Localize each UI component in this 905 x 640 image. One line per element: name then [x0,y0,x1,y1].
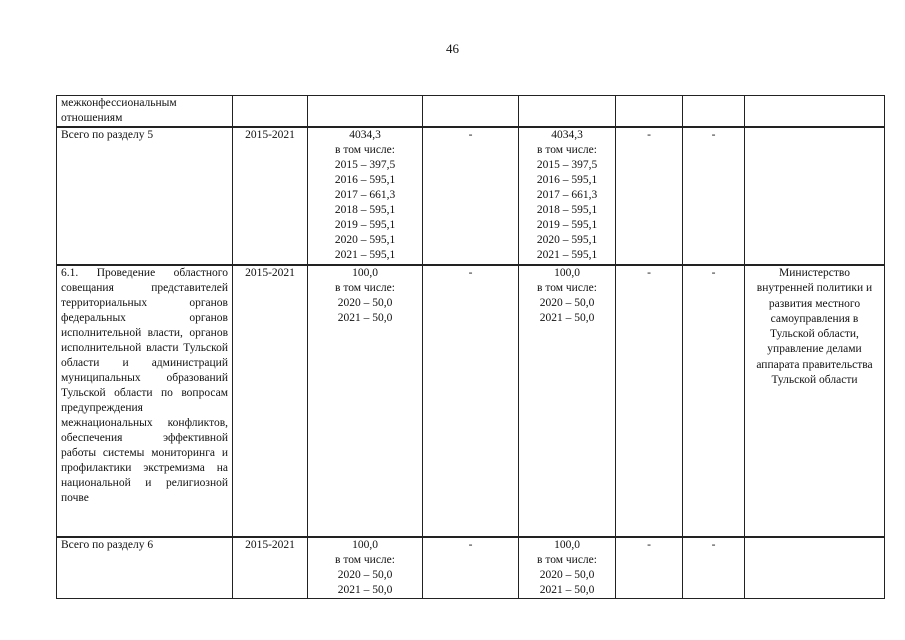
executor-line: управление делами [767,343,862,356]
amount-line: 2021 – 50,0 [337,312,393,324]
total-cell [308,265,423,537]
amount-line: 2016 – 595,1 [536,174,598,186]
amount-line: 2020 – 50,0 [539,297,595,309]
executor-line: Тульской области [771,374,858,387]
activity-name-cell: Всего по разделу 6 [57,537,233,599]
amount-line: 2021 – 50,0 [539,584,595,596]
amount-line: в том числе: [335,144,395,156]
federal-cell: - [423,537,519,599]
amount-line: 2018 – 595,1 [536,204,598,216]
total-cell [308,127,423,265]
amount-line: 2019 – 595,1 [334,219,396,231]
municipal-cell: - [616,265,683,537]
amount-line: 2016 – 595,1 [334,174,396,186]
amount-line: 2021 – 50,0 [337,584,393,596]
executor-line: развития местного [768,297,861,310]
regional-cell [519,127,616,265]
page-number: 46 [446,41,459,56]
extrabudget-cell [683,96,745,128]
amount-line: в том числе: [335,554,395,566]
amount-line: в том числе: [537,144,597,156]
extrabudget-cell: - [683,127,745,265]
activity-name-cell [57,96,233,128]
executor-cell [745,96,885,128]
executor-cell [745,127,885,265]
period-cell: 2015-2021 [233,265,308,537]
program-budget-table [56,95,885,599]
amount-line: 2021 – 595,1 [536,249,598,261]
period-cell [233,96,308,128]
executor-line: аппарата правительства [756,358,873,371]
executor-cell [745,265,885,537]
amount-line: 100,0 [352,539,378,551]
amount-line: в том числе: [335,282,395,294]
table-row-continuation [57,96,885,128]
amount-line: 100,0 [352,267,378,279]
amount-line: 2020 – 50,0 [337,569,393,581]
amount-line: 2020 – 595,1 [536,234,598,246]
municipal-cell: - [616,537,683,599]
table-row-total-section-5 [57,127,885,265]
extrabudget-cell: - [683,537,745,599]
amount-line: 2021 – 595,1 [334,249,396,261]
executor-line: Тульской области, [770,328,859,341]
regional-cell [519,537,616,599]
amount-line: 2020 – 595,1 [334,234,396,246]
amount-line: 2020 – 50,0 [539,569,595,581]
executor-cell [745,537,885,599]
regional-cell [519,96,616,128]
amount-line: 2021 – 50,0 [539,312,595,324]
period-cell: 2015-2021 [233,127,308,265]
amount-line: 2015 – 397,5 [536,159,598,171]
regional-cell [519,265,616,537]
table-row-total-section-6 [57,537,885,599]
amount-line: 100,0 [554,539,580,551]
amount-line: в том числе: [537,282,597,294]
activity-name-line: отношениям [61,112,123,124]
amount-line: 100,0 [554,267,580,279]
executor-line: самоуправления в [770,312,859,325]
municipal-cell [616,96,683,128]
total-cell [308,537,423,599]
federal-cell [423,96,519,128]
federal-cell: - [423,127,519,265]
amount-line: 2018 – 595,1 [334,204,396,216]
amount-line: 2019 – 595,1 [536,219,598,231]
amount-line: 2017 – 661,3 [334,189,396,201]
activity-name-cell: Всего по разделу 5 [57,127,233,265]
activity-name-cell: 6.1. Проведение областного совещания представителей территориальных органов федеральных органов исполнительной власти, органов исполнительной власти Тульской области и администраций муниципальных образований Тульской области по вопросам предупреждения межнациональных конфликтов, обеспечения эффективной работы системы мониторинга и профилактики экстремизма на национальной и религиозной почве [57,265,233,537]
table-row-item-6-1 [57,265,885,537]
amount-line: 2015 – 397,5 [334,159,396,171]
executor-line: Министерство [779,267,850,279]
amount-line: в том числе: [537,554,597,566]
federal-cell: - [423,265,519,537]
period-cell: 2015-2021 [233,537,308,599]
amount-line: 4034,3 [551,129,583,141]
activity-name-line: межконфессиональным [61,97,177,109]
executor-line: внутренней политики и [756,282,873,295]
municipal-cell: - [616,127,683,265]
amount-line: 2020 – 50,0 [337,297,393,309]
amount-line: 4034,3 [349,129,381,141]
amount-line: 2017 – 661,3 [536,189,598,201]
total-cell [308,96,423,128]
extrabudget-cell: - [683,265,745,537]
